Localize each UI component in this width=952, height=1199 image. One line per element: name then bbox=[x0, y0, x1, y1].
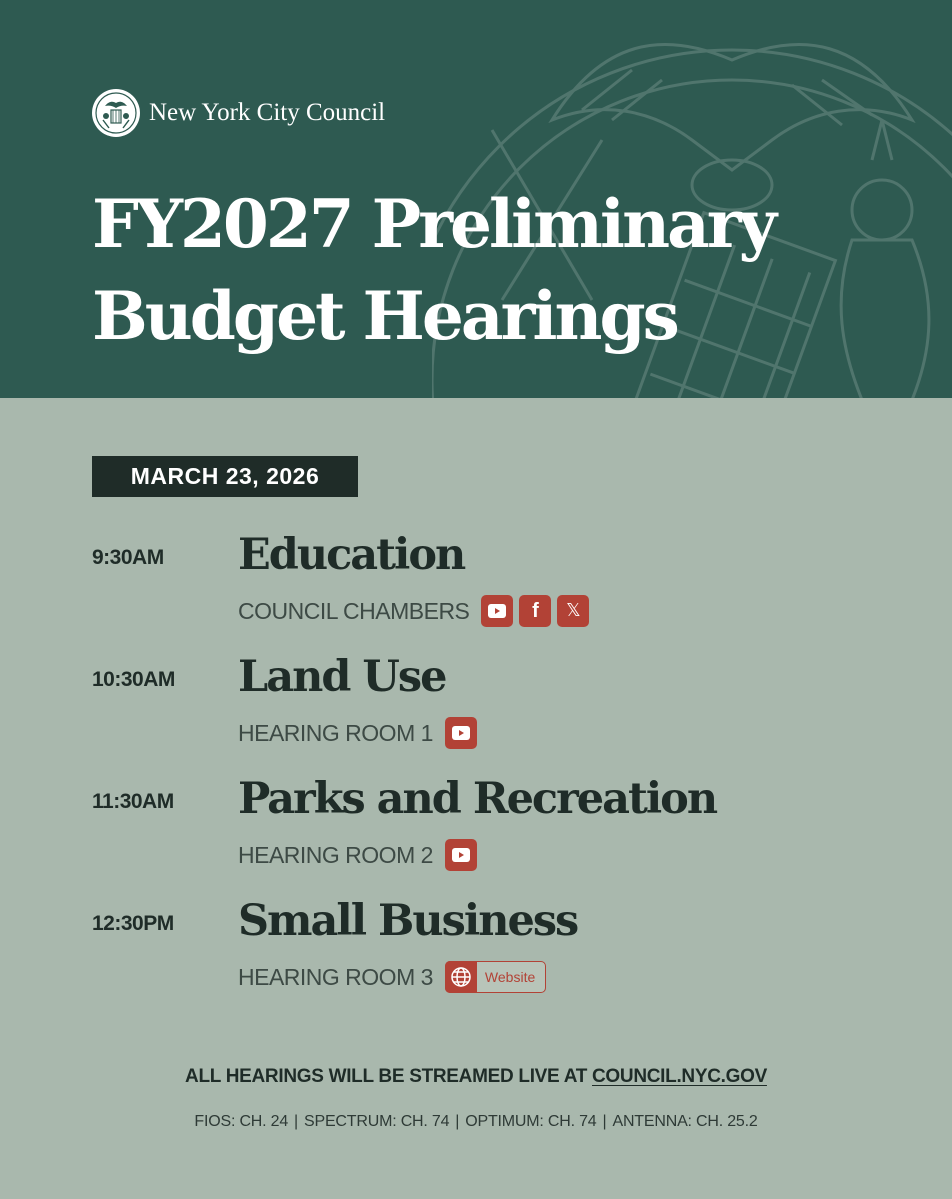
org-name: New York City Council bbox=[149, 99, 386, 126]
nyc-seal-icon bbox=[91, 88, 141, 138]
channel-fios: FIOS: CH. 24 bbox=[194, 1113, 289, 1130]
youtube-icon[interactable] bbox=[445, 839, 477, 871]
header-banner bbox=[0, 0, 952, 398]
hearing-topic: Education bbox=[238, 530, 465, 580]
globe-icon bbox=[445, 961, 477, 993]
channel-spectrum: SPECTRUM: CH. 74 bbox=[304, 1113, 450, 1130]
hearing-room: COUNCIL CHAMBERS bbox=[238, 597, 470, 624]
channel-separator: | bbox=[294, 1113, 299, 1130]
hearing-location bbox=[238, 839, 477, 871]
hearing-location bbox=[238, 961, 546, 993]
tv-channels bbox=[0, 1113, 952, 1131]
hearing-location bbox=[238, 717, 477, 749]
stream-text: ALL HEARINGS WILL BE STREAMED LIVE AT bbox=[185, 1066, 588, 1087]
page-title bbox=[92, 178, 774, 362]
channel-separator: | bbox=[455, 1113, 460, 1130]
hearing-time: 10:30AM bbox=[92, 668, 175, 691]
hearing-time: 9:30AM bbox=[92, 546, 164, 569]
website-label: Website bbox=[484, 969, 536, 985]
hearing-time: 11:30AM bbox=[92, 790, 174, 813]
stream-url-link[interactable]: COUNCIL.NYC.GOV bbox=[592, 1066, 767, 1087]
hearing-topic: Parks and Recreation bbox=[238, 774, 717, 824]
x-icon[interactable]: 𝕏 bbox=[557, 595, 589, 627]
date-badge: MARCH 23, 2026 bbox=[92, 456, 358, 497]
channel-antenna: ANTENNA: CH. 25.2 bbox=[612, 1113, 758, 1130]
channel-optimum: OPTIMUM: CH. 74 bbox=[465, 1113, 597, 1130]
hearing-topic: Small Business bbox=[238, 896, 578, 946]
hearing-time: 12:30PM bbox=[92, 912, 174, 935]
website-button[interactable] bbox=[445, 961, 546, 993]
hearing-room: HEARING ROOM 3 bbox=[238, 963, 433, 990]
hearing-location bbox=[238, 595, 589, 627]
youtube-icon[interactable] bbox=[481, 595, 513, 627]
title-line-2: Budget Hearings bbox=[92, 277, 677, 355]
council-logo bbox=[91, 88, 385, 138]
stream-notice bbox=[0, 1066, 952, 1088]
hearing-room: HEARING ROOM 2 bbox=[238, 841, 433, 868]
channel-separator: | bbox=[602, 1113, 607, 1130]
facebook-icon[interactable]: f bbox=[519, 595, 551, 627]
hearing-topic: Land Use bbox=[238, 652, 446, 702]
youtube-icon[interactable] bbox=[445, 717, 477, 749]
title-line-1: FY2027 Preliminary bbox=[92, 185, 774, 263]
hearing-room: HEARING ROOM 1 bbox=[238, 719, 433, 746]
